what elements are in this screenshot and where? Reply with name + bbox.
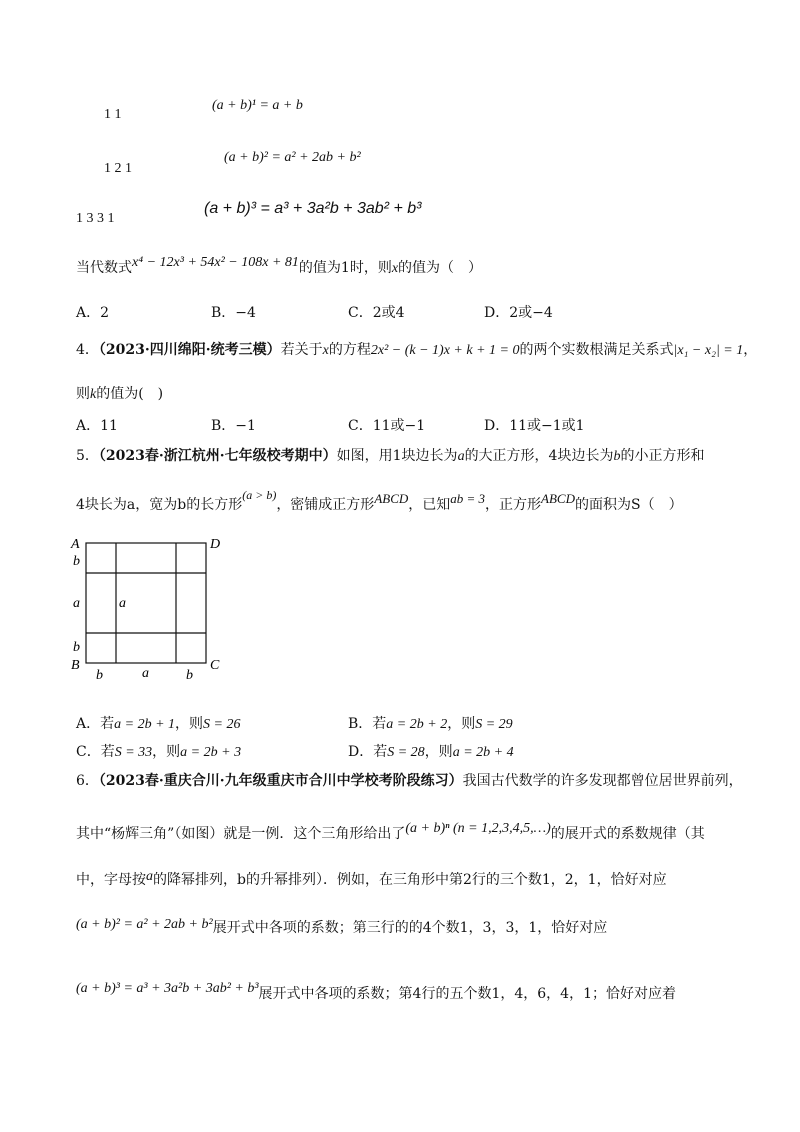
q3-option-c: C．2或4 (348, 305, 405, 321)
bottom-a-label: a (142, 666, 149, 681)
q4-stem (76, 340, 757, 361)
q5-stem: 5．（2023春·浙江杭州·七年级校考期中）如图，用1块边长为a的大正方形，4块边长为b的小正方形和 (76, 448, 705, 464)
q3-stem-a: 当代数式 (76, 260, 132, 276)
q4-option-b: B．−1 (211, 418, 256, 434)
q3-option-b: B．−4 (211, 305, 256, 321)
q5-option-b: B．若a = 2b + 2，则S = 29 (348, 716, 513, 732)
q5-stem-line2: 4块长为a，宽为b的长方形(a > b)，密铺成正方形ABCD，已知ab = 3，正方形ABCD的面积为S（ ） (76, 488, 683, 513)
square-abcd-outline (86, 543, 206, 663)
q3-stem-b: 的值为1时，则 (298, 260, 392, 276)
q4-option-c: C．11或−1 (348, 418, 426, 434)
q3-option-d: D．2或−4 (484, 305, 553, 321)
q4-relation: |x₁ − x₂| = 1 (673, 343, 744, 358)
side-b-bottom-label: b (73, 640, 80, 655)
bottom-b-left-label: b (96, 668, 103, 683)
center-a-label: a (119, 596, 126, 611)
q4-stem-a: 若关于 (280, 342, 323, 358)
q6-line3: 中，字母按a的降幂排列，b的升幂排列）．例如，在三角形中第2行的三个数1，2，1，恰好对应 (76, 869, 667, 888)
q3-expr: x⁴ − 12x³ + 54x² − 108x + 81 (132, 255, 299, 270)
q6-line5: (a + b)³ = a³ + 3a²b + 3ab² + b³展开式中各项的系数；第4行的五个数1，4，6，4，1；恰好对应着 (76, 981, 676, 1002)
side-b-top-label: b (73, 554, 80, 569)
side-a-left-label: a (73, 596, 80, 611)
triangle-row1-numbers: 1 1 (104, 107, 122, 122)
vertex-b-label: B (71, 658, 80, 673)
q4-stem-line2: 则k的值为( ) (76, 386, 164, 402)
q4-source: （2023·四川绵阳·统考三模） (98, 342, 281, 358)
triangle-row3-numbers: 1 3 3 1 (76, 211, 115, 226)
q4-option-a: A．11 (76, 418, 118, 434)
q6-number: 6． (76, 773, 99, 789)
q5-option-d: D．若S = 28，则a = 2b + 4 (348, 744, 514, 760)
q4-number: 4． (76, 342, 99, 358)
q5-option-a: A．若a = 2b + 1，则S = 26 (76, 716, 241, 732)
q6-line2: 其中“杨辉三角”（如图）就是一例．这个三角形给出了(a + b)ⁿ (n = 1,2,3,4,5,…)的展开式的系数规律（其 (76, 821, 705, 842)
q3-stem (76, 255, 483, 279)
q4-stem-d: ， (743, 342, 758, 358)
bottom-b-right-label: b (186, 668, 193, 683)
triangle-row1-formula: (a + b)¹ = a + b (212, 98, 303, 113)
q3-var: x (391, 261, 399, 276)
vertex-c-label: C (210, 658, 220, 673)
triangle-row2-formula: (a + b)² = a² + 2ab + b² (224, 150, 361, 165)
q5-option-c: C．若S = 33，则a = 2b + 3 (76, 744, 242, 760)
q5-source: （2023春·浙江杭州·七年级校考期中） (98, 448, 337, 464)
q6-line4: (a + b)² = a² + 2ab + b²展开式中各项的系数；第三行的的4个数1，3，3，1，恰好对应 (76, 917, 608, 936)
q3-option-a: A．2 (76, 305, 110, 321)
q3-stem-c: 的值为（ ） (398, 260, 483, 276)
q4-equation: 2x² − (k − 1)x + k + 1 = 0 (370, 343, 520, 358)
q5-square-figure (66, 534, 236, 684)
q4-option-d: D．11或−1或1 (484, 418, 585, 434)
q4-k-var: k (90, 387, 97, 402)
q4-var: x (322, 343, 329, 358)
q4-stem-c: 的两个实数根满足关系式 (519, 342, 674, 358)
vertex-a-label: A (71, 537, 80, 552)
q6-source: （2023春·重庆合川·九年级重庆市合川中学校考阶段练习） (98, 773, 463, 789)
vertex-d-label: D (210, 537, 221, 552)
q6-stem: 6．（2023春·重庆合川·九年级重庆市合川中学校考阶段练习）我国古代数学的许多发现都曾位居世界前列， (76, 773, 743, 789)
triangle-row3-formula: (a + b)³ = a³ + 3a²b + 3ab² + b³ (204, 200, 422, 217)
triangle-row2-numbers: 1 2 1 (104, 161, 132, 176)
q4-stem-b: 的方程 (328, 342, 371, 358)
q5-number: 5． (76, 448, 99, 464)
